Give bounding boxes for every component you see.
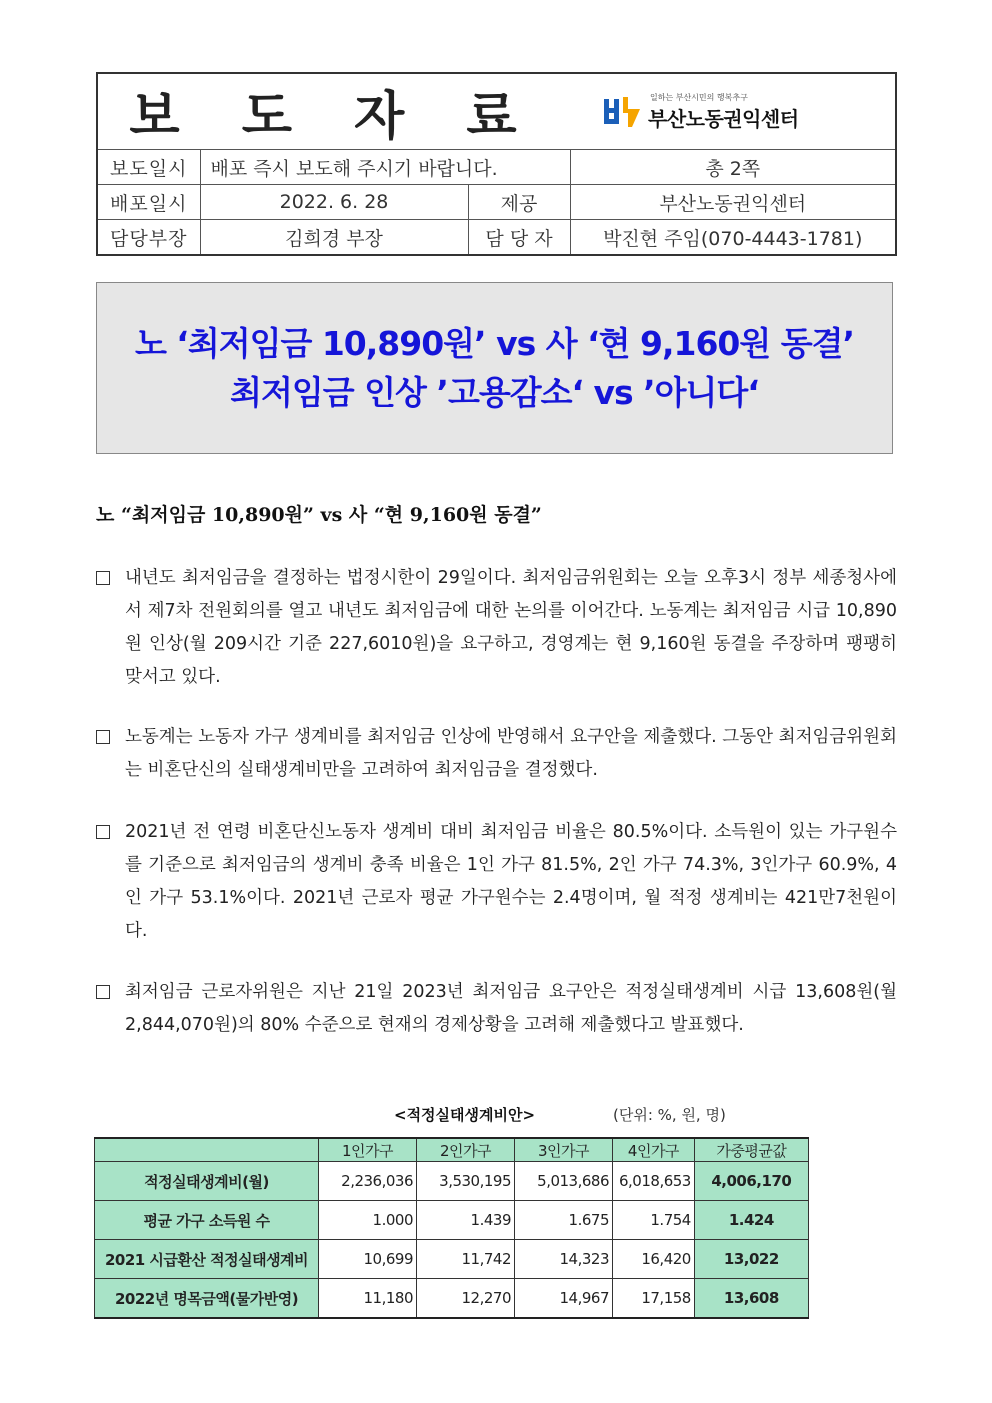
column-header: 2인가구 [417, 1138, 515, 1162]
table-cell: 11,742 [417, 1240, 515, 1279]
logo-name: 부산노동권익센터 [648, 106, 799, 131]
table-cell: 1.000 [319, 1201, 417, 1240]
table-cell: 14,967 [515, 1279, 613, 1319]
checkbox-bullet-icon [96, 825, 110, 839]
table-cell: 11,180 [319, 1279, 417, 1319]
row-label: 2021 시급환산 적정실태생계비 [95, 1240, 319, 1279]
table-cell: 16,420 [613, 1240, 695, 1279]
average-cell: 13,608 [694, 1279, 808, 1319]
column-header: 3인가구 [515, 1138, 613, 1162]
table-cell: 1.439 [417, 1201, 515, 1240]
table-cell: 1.675 [515, 1201, 613, 1240]
average-cell: 13,022 [694, 1240, 808, 1279]
paragraph-2: 노동계는 노동자 가구 생계비를 최저임금 인상에 반영해서 요구안을 제출했다. 그동안 최저임금위원회는 비혼단신의 실태생계비만을 고려하여 최저임금을 결정했다. [96, 721, 897, 787]
release-value: 배포 즉시 보도해 주시기 바랍니다. [200, 150, 570, 185]
living-cost-table [94, 1137, 809, 1319]
table-row [95, 1279, 809, 1319]
logo-slogan: 일하는 부산시민의 행복추구 [650, 92, 748, 102]
document-title: 보 도 자 료 [97, 73, 570, 150]
table-row [95, 1240, 809, 1279]
table-row [95, 1162, 809, 1201]
provider-value: 부산노동권익센터 [570, 185, 896, 220]
subheading: 노 “최저임금 10,890원” vs 사 “현 9,160원 동결” [96, 504, 542, 526]
logo [570, 73, 896, 150]
average-cell: 1.424 [694, 1201, 808, 1240]
press-header-table [96, 72, 897, 256]
paragraph-3: 2021년 전 연령 비혼단신노동자 생계비 대비 최저임금 비율은 80.5%이다. 소득원이 있는 가구원수를 기준으로 최저임금의 생계비 충족 비율은 1인 가구 81.5%, 2인 가구 74.3%, 3인가구 60.9%, 4인 가구 53.1%이다. 2021년 근로자 평균 가구원수는 2.4명이며, 월 적정 생계비는 421만7천원이다. [96, 816, 897, 948]
table-cell: 2,236,036 [319, 1162, 417, 1201]
page-count: 총 2쪽 [570, 150, 896, 185]
table-unit: (단위: %, 원, 명) [613, 1106, 726, 1124]
contact-label: 담 당 자 [468, 220, 570, 256]
headline-line-2: 최저임금 인상 ’고용감소‘ vs ’아니다‘ [230, 373, 759, 412]
table-cell: 12,270 [417, 1279, 515, 1319]
headline-box [96, 282, 893, 454]
column-header: 가중평균값 [694, 1138, 808, 1162]
distribution-date: 2022. 6. 28 [200, 185, 468, 220]
distribution-date-label: 배포일시 [97, 185, 200, 220]
row-label: 2022년 명목금액(물가반영) [95, 1279, 319, 1319]
manager-label: 담당부장 [97, 220, 200, 256]
table-caption: <적정실태생계비안> [394, 1106, 536, 1124]
paragraph-4: 최저임금 근로자위원은 지난 21일 2023년 최저임금 요구안은 적정실태생계비 시급 13,608원(월 2,844,070원)의 80% 수준으로 현재의 경제상황을 고려해 제출했다고 발표했다. [96, 976, 897, 1042]
paragraph-1: 내년도 최저임금을 결정하는 법정시한이 29일이다. 최저임금위원회는 오늘 오후3시 정부 세종청사에서 제7차 전원회의를 열고 내년도 최저임금에 대한 논의를 이어간다. 노동계는 최저임금 시급 10,890원 인상(월 209시간 기준 227,6010원)을 요구하고, 경영계는 현 9,160원 동결을 주장하며 팽팽히 맞서고 있다. [96, 562, 897, 694]
checkbox-bullet-icon [96, 571, 110, 585]
headline-line-1: 노 ‘최저임금 10,890원’ vs 사 ‘현 9,160원 동결’ [134, 324, 855, 363]
column-header: 4인가구 [613, 1138, 695, 1162]
average-cell: 4,006,170 [694, 1162, 808, 1201]
column-header [95, 1138, 319, 1162]
manager-value: 김희경 부장 [200, 220, 468, 256]
row-label: 평균 가구 소득원 수 [95, 1201, 319, 1240]
table-cell: 1.754 [613, 1201, 695, 1240]
release-label: 보도일시 [97, 150, 200, 185]
table-row [95, 1201, 809, 1240]
table-cell: 6,018,653 [613, 1162, 695, 1201]
column-header: 1인가구 [319, 1138, 417, 1162]
contact-value: 박진현 주임(070-4443-1781) [570, 220, 896, 256]
checkbox-bullet-icon [96, 985, 110, 999]
table-cell: 14,323 [515, 1240, 613, 1279]
table-cell: 5,013,686 [515, 1162, 613, 1201]
logo-mark-icon [602, 95, 642, 129]
row-label: 적정실태생계비(월) [95, 1162, 319, 1201]
provider-label: 제공 [468, 185, 570, 220]
checkbox-bullet-icon [96, 730, 110, 744]
table-cell: 3,530,195 [417, 1162, 515, 1201]
table-cell: 10,699 [319, 1240, 417, 1279]
table-header-row [95, 1138, 809, 1162]
table-cell: 17,158 [613, 1279, 695, 1319]
